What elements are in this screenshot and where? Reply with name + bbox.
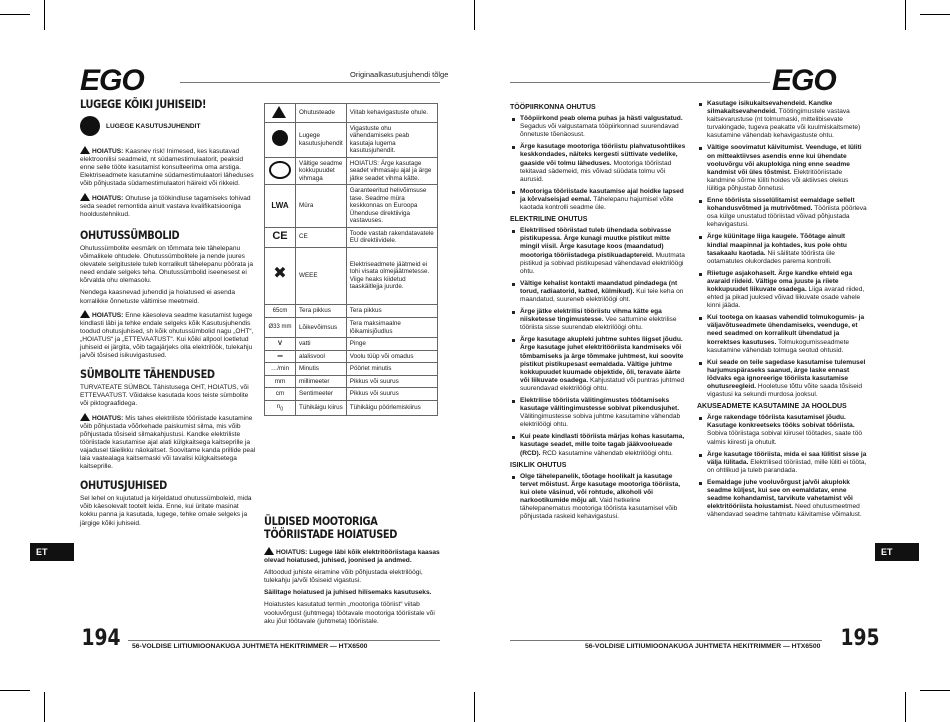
symbol-description: Tera pikkus <box>346 304 437 318</box>
list-item: Ärge rakendage tööriista kasutamisel jõudu. Kasutage konkreetseks tööks sobivat tööriista. Sobiva tööriistaga sobival kiirusel töötades, saate töö valmis kiiresti ja ohutult. <box>697 414 867 446</box>
symbol-row <box>265 122 438 157</box>
list-item: Kui tootega on kaasas vahendid tolmukogumis- ja väljavõtuseadmete ühendamiseks, veenduge, et need seadmed on korralikult ühendatud ja korrektses kasutuses. Tolmukogumisseadmete kasutamine vähendab tolmuga seotud ohtusid. <box>697 314 867 354</box>
footer-rule <box>510 640 822 641</box>
symbol-description: Tühikäigu pöörlemiskiirus <box>346 400 437 416</box>
no-load-speed-icon: $n_0$ <box>265 400 296 416</box>
symbol-name: Vältige seadme kokkupuudet vihmaga <box>296 157 347 185</box>
list-item: Ärge kasutage akupleki juhtme suhtes liigset jõudu. Ärge kasutage juhet elektritööriista kandmiseks või tõmbamiseks ja ärge tõmmake juhtmest, kui soovite pistikut pistikupesast eemaldada. Vältige juhtme kokkupuudet kuumade objektide, õli, teravate äärte või liikuvate osadega. Kahjustatud või puntras juhtmed suurendavad elektrilöögi ohtu. <box>510 336 690 393</box>
symbol-row <box>265 363 438 376</box>
warning-icon <box>264 547 274 555</box>
list-item: Kasutage isikukaitsevahendeid. Kandke silmakaitsevahendeid. Töötingimustele vastava kaitsevarustuse (nt tolmumaski, mittelibisevate turvakingade, tugeva peakatte või kuulmiskaitsmete) kasutamine vähendab kehavigastuste ohtu. <box>697 100 867 140</box>
section-heading: ISIKLIK OHUTUS <box>510 461 567 469</box>
symbol-row <box>265 388 438 401</box>
header-title: Originaalkasutusjuhendi tõlge <box>350 70 449 79</box>
symbol-row <box>265 185 438 228</box>
symbol-name: Sentimeeter <box>296 388 347 401</box>
symbols-table <box>264 103 438 416</box>
symbol-description: Pikkus või suurus <box>346 375 437 388</box>
bullet-list <box>697 414 867 519</box>
warning-text: Mis tahes elektriliste tööriistade kasutamine võib põhjustada võõrkehade paiskumist silma, mis võib põhjustada tõsiseid silmakahjustusi. Kandke elektriliste tööriistade kasutamise ajal alati külgkaitsega kaitseprille ja vajadusel täielikku näokaitset. Soovitame kanda prillide peal laia vaatealaga kaitsemaski või tavalisi külgkaitsetega kaitseprille. <box>80 414 256 471</box>
list-item: Riietuge asjakohaselt. Ärge kandke ehteid ega avaraid riideid. Vältige oma juuste ja riiete kokkupuudet liikuvate osadega. Liiga avarad riided, ehted ja pikad juuksed võivad liikuvate osade vahele kinni jääda. <box>697 270 867 310</box>
section-heading: ELEKTRILINE OHUTUS <box>510 216 588 224</box>
warning-icon <box>80 310 90 318</box>
heading-safety-guides: OHUTUSJUHISED <box>80 478 167 493</box>
symbol-row <box>265 104 438 123</box>
list-item: Eemaldage juhe vooluvõrgust ja/või akuplokk seadme küljest, kui see on eemaldatav, enne seadme kohandamist, tarvikute vahetamist või elektritööriista hoiustamist. Need ohutusmeetmed vähendavad seadme tahtmatu käivitamise võimalust. <box>697 479 867 519</box>
list-item: Ärge küünitage liiga kaugele. Tõötage ainult kindlal maapinnal ja kohtades, kus pole ohtu tasakaalu kaotada. Nii säilitate tööriista üle ootamatutes olukordades parema kontrolli. <box>697 233 867 265</box>
heading-read-all: LUGEGE KÕIKI JUHISEID! <box>80 97 207 111</box>
symbol-name: Tühikäigu kiirus <box>296 400 347 416</box>
symbol-row <box>265 375 438 388</box>
weee-icon: ✖ <box>265 247 296 304</box>
symbol-name: millimeeter <box>296 375 347 388</box>
symbol-description: Pikkus või suurus <box>346 388 437 401</box>
bullet-list <box>697 100 867 399</box>
volt-icon: V <box>265 338 296 351</box>
warning-icon <box>265 104 296 123</box>
read-manual-icon <box>80 116 100 136</box>
symbol-name: Minutis <box>296 363 347 376</box>
general-paragraph: Alltoodud juhiste eiramine võib põhjustada elektrilöögi, tulekahju ja/või tõsiseid vigastusi. <box>264 569 423 585</box>
right-column-1 <box>510 100 690 525</box>
dc-icon: ⎓ <box>265 350 296 363</box>
symbol-name: vatti <box>296 338 347 351</box>
symbol-row <box>265 247 438 304</box>
general-paragraph: Hoiatustes kasutatud termin „mootoriga tööriist“ viitab vooluvõrgust (juhtmega) töötavale mootoriga tööriistale või aku jõul töötavale (juhtmeta) tööriistale. <box>264 601 435 625</box>
heading-safety-symbols: OHUTUSSÜMBOLID <box>80 227 180 242</box>
heading-general-warnings: ÜLDISED MOOTORIGA TÖÖRIISTADE HOIATUSED <box>264 514 398 541</box>
symbol-name: Lõikevõimsus <box>296 318 347 338</box>
header-rule <box>510 82 770 83</box>
symbol-description: Pinge <box>346 338 437 351</box>
symbol-row <box>265 304 438 318</box>
symbol-description: Pöörlet minutis <box>346 363 437 376</box>
symbol-row <box>265 400 438 416</box>
noise-icon: LWA <box>265 185 296 228</box>
symbol-row <box>265 318 438 338</box>
symbol-name: Tera pikkus <box>296 304 347 318</box>
safety-paragraph: Ohutussümbolite eesmärk on tõmmata teie tähelepanu võimalikele ohtudele. Ohutussümbolitele ja nende juures olevatele selgitustele tuleb korralikult tähelepanu pöörata ja need endale selgeks teha. Ohutussümbolid iseenesest ei kõrvalda ohu olemasolu. <box>80 244 254 285</box>
warning-label: HOIATUS: <box>276 549 308 556</box>
cutting-width-icon: 65cm <box>265 304 296 318</box>
list-item: Tööpiirkond peab olema puhas ja hästi valgustatud. Segadus või valgustamata tööpiirkonnad suurendavad õnnetuste tõenäosust. <box>510 115 690 139</box>
list-item: Enne tööriista sisselülitamist eemaldage sellelt kohandusvõtmed ja mutrivõtmed. Tööriista pöörleva osa külge unustatud tööriistad võivad põhjustada kehavigastusi. <box>697 197 867 229</box>
warning-label: HOIATUS: <box>92 148 124 156</box>
warning-label: HOIATUS: <box>92 311 124 319</box>
bullet-list <box>510 473 690 522</box>
list-item: Vältige kehalist kontakti maandatud pindadega (nt torud, radiaatorid, katted, külmikud). Kui teie keha on maandatud, suureneb elektrilöögi oht. <box>510 280 690 304</box>
symbol-description: Elektriseadmete jäätmeid ei tohi visata olmejäätmetesse. Viige heaks kiidetud taaskäitlejja juurde. <box>346 247 437 304</box>
header-rule <box>180 82 440 83</box>
symbol-name: Lugege kasutusjuhendit <box>296 122 347 157</box>
warning-label: HOIATUS: <box>92 414 124 422</box>
list-item: Elektrilised tööriistad tuleb ühendada sobivasse pistikupessa. Ärge kunagi muutke pistikut mitte mingil viisil. Ärge kasutage koos (maandatud) mootoriga tööriistadega pistikuadaptereid. Muutmata pistikud ja sobivad pistikupesad vähendavad elektrilöögi ohtu. <box>510 227 690 276</box>
warning-text: Lugege läbi kõik elektritööriistaga kaasas olevad hoiatused, juhised, joonised ja andmed. <box>264 549 440 565</box>
language-tab: ET <box>30 543 74 561</box>
read-manual-label: LUGEGE KASUTUSJUHENDIT <box>106 122 201 130</box>
ce-icon: CE <box>265 227 296 247</box>
read-manual-icon <box>265 122 296 157</box>
page-number: 194 <box>81 626 121 651</box>
left-column-2 <box>264 515 440 630</box>
heading-symbol-meanings: SÜMBOLITE TÄHENDUSED <box>80 367 215 382</box>
symbol-description: Voolu tüüp või omadus <box>346 350 437 363</box>
list-item: Mootoriga tööriistade kasutamise ajal hoidke lapsed ja kõrvalseisjad eemal. Tähelepanu hajumisel võite kaotada kontrolli seadme üle. <box>510 188 690 212</box>
list-item: Ärge kasutage tööriista, mida ei saa lülitist sisse ja välja lülitada. Elektrilised tööriistad, mille lüliti ei tööta, on ohtlikud ja tuleb parandada. <box>697 451 867 475</box>
footer-text: 56-VOLDISE LIITIUMIOONAKUGA JUHTMETA HEKITRIMMER — HTX6500 <box>132 643 368 650</box>
footer-rule <box>128 640 440 641</box>
symbol-description: Viitab kehavigastuste ohule. <box>346 104 437 123</box>
footer-text: 56-VOLDISE LIITIUMIOONAKUGA JUHTMETA HEKITRIMMER — HTX6500 <box>585 643 821 650</box>
symbol-name: Ohutusteade <box>296 104 347 123</box>
section-heading: AKUSEADMETE KASUTAMINE JA HOOLDUS <box>697 403 847 411</box>
eye-protection-icon <box>265 157 296 185</box>
symbol-name: CE <box>296 227 347 247</box>
warning-icon <box>80 413 90 421</box>
symbol-name: alalisvool <box>296 350 347 363</box>
section-heading: TÖÖPIIRKONNA OHUTUS <box>510 104 596 111</box>
list-item: Kui seade on teile sagedase kasutamise tulemusel harjumuspäraseks saanud, ärge laske ennast lõdvaks ega ignoreerige tööriista kasutamise ohutusreegleid. Hooletuse tõttu võite saada tõsiseid vigastusi ka sekundi murdosa jooksul. <box>697 359 867 399</box>
symbol-row <box>265 157 438 185</box>
mm-icon: mm <box>265 375 296 388</box>
list-item: Vältige soovimatut käivitumist. Veenduge, et lüliti on mitteaktiivses asendis enne kui ühendate vooluvõrgu või akuplokiga ning enne seadme kandmist või üles tõstmist. Elektritööriistade kandmine sõrme lüliti hoides või aktiivses olekus lülitiga põhjustab õnnetusi. <box>697 144 867 193</box>
list-item: Ärge kasutage mootoriga tööriistu plahvatusohtlikes keskkondades, näiteks kergesti süttivate vedelike, gaaside või tolmu läheduses. Mootoriga tööriistad tekitavad sädemeid, mis võivad süüdata tolmu või aurusid. <box>510 143 690 183</box>
right-page <box>475 0 950 722</box>
meaning-paragraph: TURVATEATE SÜMBOL Tähistusega OHT, HOIATUS, või ETTEVAATUST. Võidakse kasutada koos teiste sümbolite või piktograafidega. <box>80 384 249 408</box>
ego-logo: EGO <box>80 64 144 97</box>
rpm-icon: …/min <box>265 363 296 376</box>
right-column-2 <box>697 100 867 523</box>
language-tab: ET <box>875 543 919 561</box>
list-item: Olge tähelepanelik, tõotage hoolikalt ja kasutage tervet mõistust. Ärge kasutage mootoriga tööriista, kui olete väsinud, või rohtude, alkoholi või narkootikumide mõju all. Vaid hetkeline tähelepanematus mootoriga tööriista kasutamisel võib põhjustada raskeid kehavigastusi. <box>510 473 690 522</box>
symbol-description: Tera maksimaalne lõikamisjõudlus <box>346 318 437 338</box>
list-item: Ärge jätke elektrilisi tööriistu vihma kätte ega niisketesse tingimustesse. Vee sattumine elektrilise tööriista sisse suurendab elektrilöögi ohtu. <box>510 308 690 332</box>
warning-icon <box>80 146 90 154</box>
list-item: Kui peate kindlasti tööriista märjas kohas kasutama, kasutage seadet, mille toite tagab jääkvoolueade (RCD). RCD kasutamine vähendab elektrilöögi ohtu. <box>510 433 690 457</box>
page-number: 195 <box>840 626 880 651</box>
list-item: Elektrilise tööriista välitingimustes töötamiseks kasutage välitingimustesse sobivat pikendusjuhet. Välitingimustesse sobiva juhtme kasutamine vähendab elektrilöögi ohtu. <box>510 397 690 429</box>
warning-text: Enne käesoleva seadme kasutamist lugege kindlasti läbi ja tehke endale selgeks kõik Kasutusjuhendis toodud ohutusjuhised, sh kõik ohutussümbolid nagu „OHT“, „HOIATUS“ ja „ETTEVAATUST“. Kui kõiki allpool loetletud juhiseid ei järgita, võib tagajärjeks olla elektrilöök, tulekahju ja/või tõsised isikuvigastused. <box>80 311 254 360</box>
bullet-list <box>510 227 690 457</box>
ego-logo: EGO <box>772 64 836 97</box>
left-column-1 <box>80 97 256 532</box>
bullet-list <box>510 115 690 212</box>
symbol-description: Toode vastab rakendatavatele EU direktiividele. <box>346 227 437 247</box>
symbol-name: Müra <box>296 185 347 228</box>
warning-icon <box>80 193 90 201</box>
symbol-description: HOIATUS: Ärge kasutage seadet vihmasaju ajal ja ärge jätke seadet vihma kätte. <box>346 157 437 185</box>
symbol-row <box>265 350 438 363</box>
warning-text: Kaasnev risk! Inimesed, kes kasutavad elektroonilisi seadmeid, nt südamestimulaatorit, peaksid enne selle tööte kasutamist konsulteerima oma arstiga. Elektriseadmete kasutamine südamestimulaatori läheduses võib põhjustada südamestimulaatori häireid või rikkeid. <box>80 148 254 188</box>
symbol-name: WEEE <box>296 247 347 304</box>
symbol-row <box>265 227 438 247</box>
cutting-capacity-icon: Ø33 mm <box>265 318 296 338</box>
cm-icon: cm <box>265 388 296 401</box>
warning-label: HOIATUS: <box>92 194 124 202</box>
symbol-description: Vigastuste ohu vähendamiseks peab kasutaja lugema kasutusjuhendit. <box>346 122 437 157</box>
safety-paragraph: Nendega kaasnevad juhendid ja hoiatused ei asenda korralikke õnnetuste vältimise meetmeid. <box>80 289 236 305</box>
symbol-row <box>265 338 438 351</box>
warning-text: Ohutuse ja töökindluse tagamiseks tohivad seda seadet remontida ainult vastava kvalifikatsiooniga hooldustehnikud. <box>80 194 251 218</box>
guides-paragraph: Sel lehel on kujutatud ja kirjeldatud ohutussümboleid, mida võib käesolevalt tootelt leida. Enne, kui üritate masinat kokku panna ja kasutada, lugege, tehke omale selgeks ja järgige kõiki juhiseid. <box>80 495 252 527</box>
general-paragraph: Säilitage hoiatused ja juhised hilisemaks kasutuseks. <box>264 589 432 597</box>
symbol-description: Garanteeritud helivõimsuse tase. Seadme müra keskkonnas on Euroopa Ühenduse direktiiviga vastavuses. <box>346 185 437 228</box>
